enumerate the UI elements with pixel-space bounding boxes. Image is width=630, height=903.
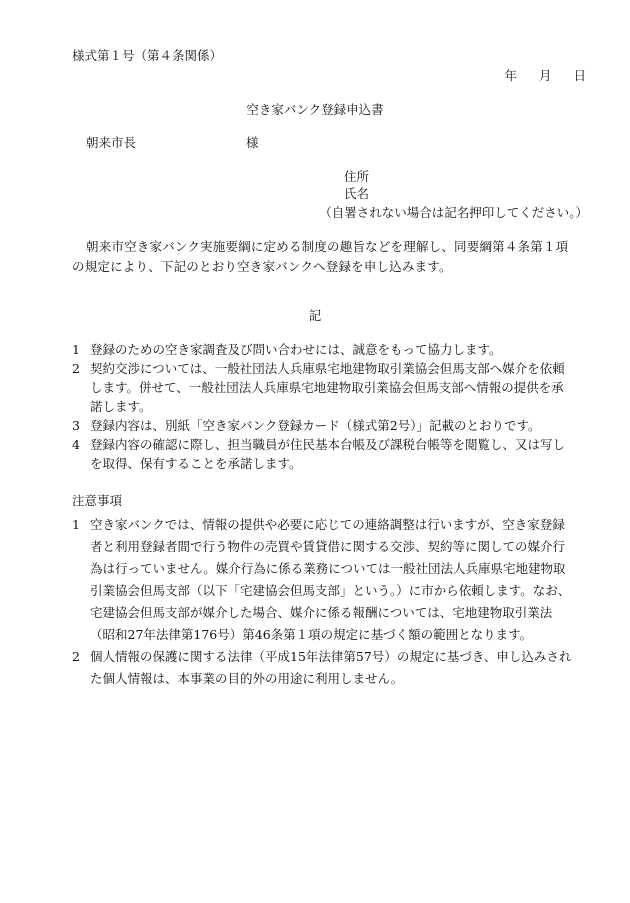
list-item-number: 3 — [72, 418, 80, 433]
notes-list — [72, 514, 572, 690]
date-year: 年 — [504, 68, 517, 83]
list-item-text: 登録内容は、別紙「空き家バンク登録カード（様式第2号）」記載のとおりです。 — [90, 418, 541, 433]
terms-list — [72, 340, 572, 473]
list-item-number: 1 — [72, 342, 80, 357]
list-item-text: 登録のための空き家調査及び問い合わせには、誠意をもって協力します。 — [90, 342, 502, 357]
addressee — [86, 133, 259, 153]
list-item — [72, 359, 572, 416]
notes-heading: 注意事項 — [72, 493, 123, 508]
list-item-text: 登録内容の確認に際し、担当職員が住民基本台帳及び課税台帳等を閲覧し、又は写しを取得、保有することを承諾します。 — [90, 437, 566, 471]
note-item — [72, 514, 572, 646]
date-day: 日 — [573, 68, 586, 83]
ki-heading: 記 — [308, 308, 322, 323]
document-title: 空き家バンク登録申込書 — [246, 102, 384, 117]
note-item — [72, 646, 572, 690]
name-label: 氏名 — [344, 186, 370, 201]
date-month: 月 — [538, 68, 552, 83]
date-line — [504, 66, 586, 86]
applicant-block — [344, 168, 369, 202]
form-number: 様式第１号（第４条関係） — [72, 48, 223, 63]
addressee-name: 朝来市長 — [86, 135, 137, 150]
note-item-text: 空き家バンクでは、情報の提供や必要に応じての連絡調整は行いますが、空き家登録者と利用登録者間で行う物件の売買や賃貸借に関する交渉、契約等に関しての媒介行為は行っていません。媒介行為に係る業務については一般社団法人兵庫県宅地建物取引業協会但馬支部（以下「宅建協会但馬支部」という。）に市から依頼します。なお、宅建協会但馬支部が媒介した場合、媒介に係る報酬については、宅地建物取引業法（昭和27年法律第176号）第46条第１項の規定に基づく額の範囲となります。 — [90, 517, 571, 642]
note-item-text: 個人情報の保護に関する法律（平成15年法律第57号）の規定に基づき、申し込みされた個人情報は、本事業の目的外の用途に利用しません。 — [90, 649, 572, 686]
note-item-number: 2 — [72, 649, 80, 664]
note-item-number: 1 — [72, 517, 80, 532]
list-item-text: 契約交渉については、一般社団法人兵庫県宅地建物取引業協会但馬支部へ媒介を依頼します。併せて、一般社団法人兵庫県宅地建物取引業協会但馬支部へ情報の提供を承諾します。 — [90, 361, 565, 414]
list-item-number: 2 — [72, 361, 80, 376]
application-statement: 朝来市空き家バンク実施要綱に定める制度の趣旨などを理解し、同要綱第４条第１項の規定により、下記のとおり空き家バンクへ登録を申し込みます。 — [72, 239, 569, 274]
seal-note: （自署されない場合は記名押印してください。） — [319, 205, 588, 220]
list-item — [72, 340, 572, 359]
list-item-number: 4 — [72, 437, 80, 452]
list-item — [72, 416, 572, 435]
list-item — [72, 435, 572, 473]
address-label: 住所 — [344, 169, 370, 184]
addressee-honorific: 様 — [246, 135, 259, 150]
